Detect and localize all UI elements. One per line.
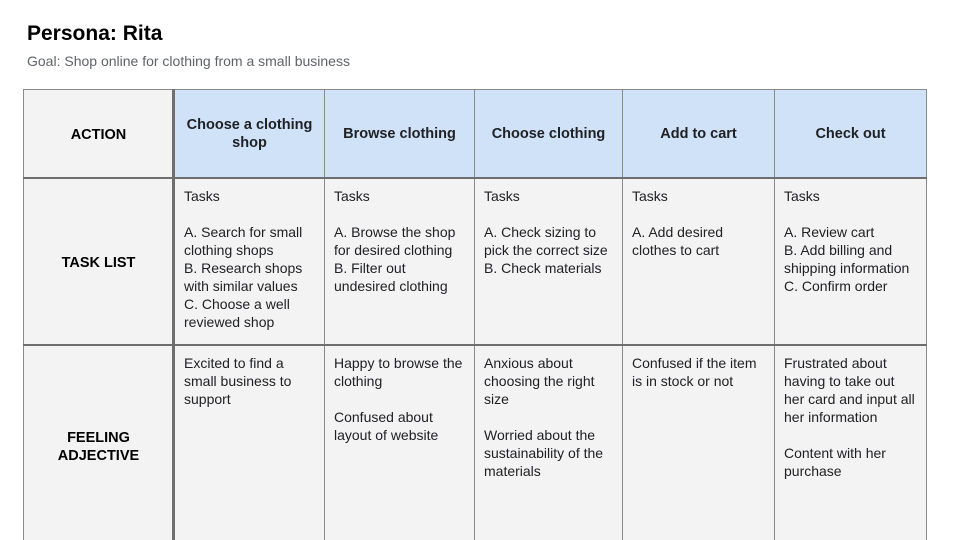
feeling-cell bbox=[623, 345, 775, 540]
goal-subtitle: Goal: Shop online for clothing from a small business bbox=[27, 53, 350, 69]
stage-header: Add to cart bbox=[623, 90, 775, 179]
feeling-row bbox=[24, 345, 927, 540]
task-item: C. Confirm order bbox=[784, 278, 888, 294]
task-item: B. Add billing and shipping information bbox=[784, 242, 910, 276]
tasks-label: Tasks bbox=[334, 188, 370, 204]
feeling-cell bbox=[325, 345, 475, 540]
task-item: A. Check sizing to pick the correct size bbox=[484, 224, 608, 258]
row-header-task-list: TASK LIST bbox=[24, 178, 174, 345]
user-journey-table bbox=[23, 89, 927, 540]
row-header-feeling-line2: ADJECTIVE bbox=[57, 448, 140, 464]
task-item: B. Filter out undesired clothing bbox=[334, 260, 448, 294]
task-item: A. Add desired clothes to cart bbox=[632, 224, 724, 258]
feeling-item: Confused if the item is in stock or not bbox=[632, 355, 757, 389]
feeling-item: Happy to browse the clothing bbox=[334, 355, 463, 389]
feeling-item: Worried about the sustainability of the materials bbox=[484, 427, 604, 479]
task-item: A. Browse the shop for desired clothing bbox=[334, 224, 456, 258]
page-title: Persona: Rita bbox=[27, 22, 163, 45]
task-item: C. Choose a well reviewed shop bbox=[184, 296, 290, 330]
feeling-item: Excited to find a small business to support bbox=[184, 355, 292, 407]
feeling-item: Confused about layout of website bbox=[334, 409, 439, 443]
stage-header: Choose clothing bbox=[475, 90, 623, 179]
row-header-feeling-line1: FEELING bbox=[67, 430, 130, 446]
task-list-row bbox=[24, 178, 927, 345]
stage-header: Check out bbox=[775, 90, 927, 179]
task-cell bbox=[325, 178, 475, 345]
task-item: B. Check materials bbox=[484, 260, 602, 276]
task-item: A. Review cart bbox=[784, 224, 875, 240]
tasks-label: Tasks bbox=[784, 188, 820, 204]
task-cell bbox=[475, 178, 623, 345]
feeling-item: Content with her purchase bbox=[784, 445, 886, 479]
stage-header: Choose a clothing shop bbox=[174, 90, 325, 179]
action-row bbox=[24, 90, 927, 179]
tasks-label: Tasks bbox=[484, 188, 520, 204]
feeling-cell bbox=[475, 345, 623, 540]
task-item: B. Research shops with similar values bbox=[184, 260, 303, 294]
row-header-action: ACTION bbox=[24, 90, 174, 179]
feeling-item: Frustrated about having to take out her card and input all her information bbox=[784, 355, 915, 425]
feeling-cell bbox=[775, 345, 927, 540]
task-cell bbox=[174, 178, 325, 345]
row-header-feeling-adjective bbox=[24, 345, 174, 540]
stage-header: Browse clothing bbox=[325, 90, 475, 179]
tasks-label: Tasks bbox=[632, 188, 668, 204]
task-cell bbox=[775, 178, 927, 345]
feeling-cell bbox=[174, 345, 325, 540]
feeling-item: Anxious about choosing the right size bbox=[484, 355, 595, 407]
task-item: A. Search for small clothing shops bbox=[184, 224, 303, 258]
tasks-label: Tasks bbox=[184, 188, 220, 204]
task-cell bbox=[623, 178, 775, 345]
